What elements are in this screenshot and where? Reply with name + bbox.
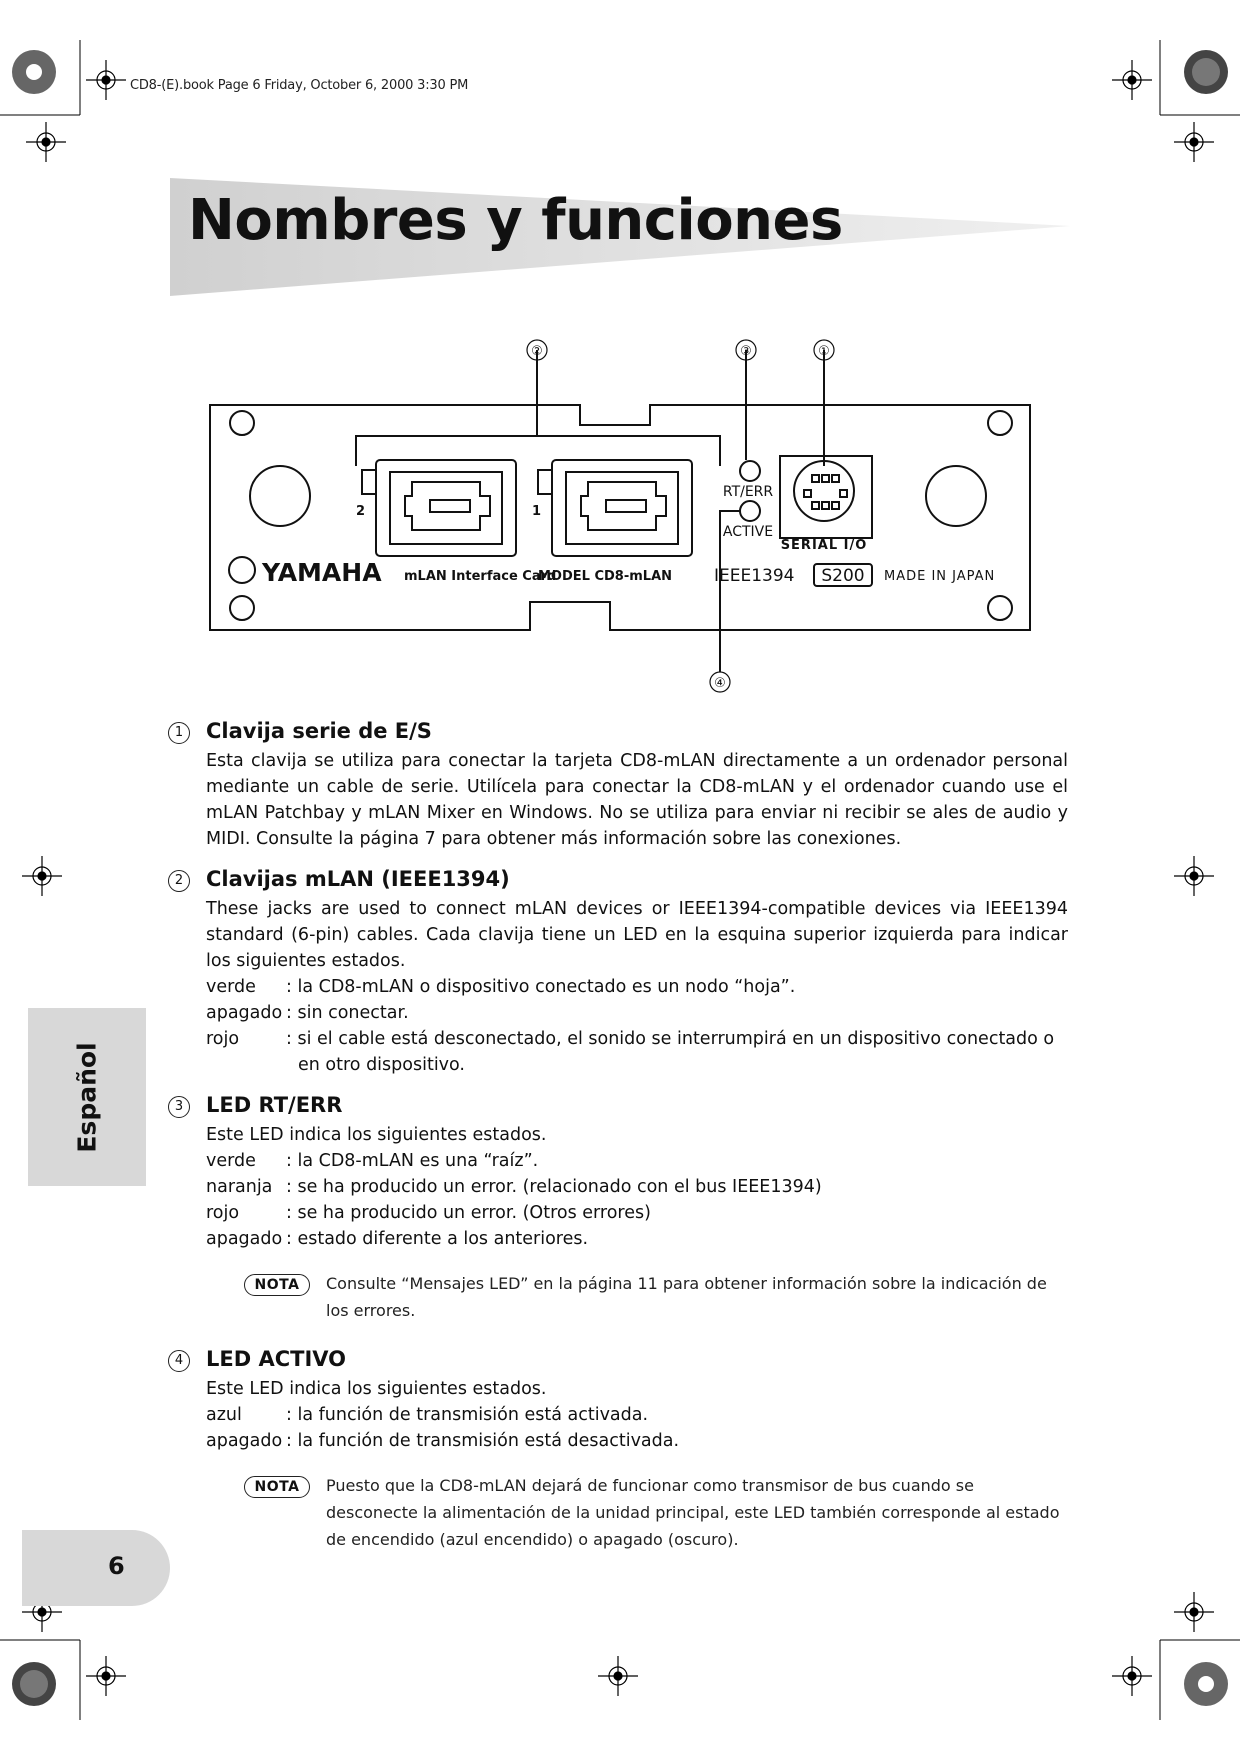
s200-label: S200 <box>821 566 865 586</box>
state-row <box>206 1226 1068 1252</box>
state-key: apagado <box>206 1431 283 1451</box>
note-active <box>206 1472 1068 1553</box>
section-title: Clavija serie de E/S <box>206 719 432 743</box>
state-value: : si el cable está desconectado, el sonido se interrumpirá en un dispositivo conectado o en otro dispositivo. <box>286 1029 1055 1075</box>
note-text: Consulte “Mensajes LED” en la página 11 para obtener información sobre la indicación de los errores. <box>326 1274 1047 1320</box>
language-label: Español <box>72 1041 102 1153</box>
state-row <box>206 1026 1068 1078</box>
state-value: : se ha producido un error. (relacionado con el bus IEEE1394) <box>286 1177 822 1197</box>
port-2-label: 2 <box>356 504 366 519</box>
state-key: verde <box>206 1151 256 1171</box>
card-name: mLAN Interface Card <box>404 569 557 584</box>
section-list <box>168 716 1068 1573</box>
section-body: Esta clavija se utiliza para conectar la tarjeta CD8-mLAN directamente a un ordenador personal mediante un cable de serie. Utilícela para conectar la CD8-mLAN y el ordenador cuando use el mLAN Patchbay y mLAN Mixer en Windows. No se utiliza para enviar ni recibir se ales de audio y MIDI. Consulte la página 7 para obtener más información sobre las conexiones. <box>206 751 1068 849</box>
state-key: verde <box>206 977 256 997</box>
active-label: ACTIVE <box>722 524 774 540</box>
made-in-label: MADE IN JAPAN <box>884 569 996 584</box>
state-value: : la CD8-mLAN o dispositivo conectado es un nodo “hoja”. <box>286 977 796 997</box>
section-title: LED ACTIVO <box>206 1347 347 1371</box>
state-key: rojo <box>206 1029 240 1049</box>
section-number: 2 <box>168 870 190 892</box>
callout-4: ④ <box>714 676 726 691</box>
section-number: 4 <box>168 1350 190 1372</box>
port-1-label: 1 <box>532 504 542 519</box>
section-title: Clavijas mLAN (IEEE1394) <box>206 867 510 891</box>
note-badge: NOTA <box>244 1274 310 1296</box>
state-row <box>206 1428 1068 1454</box>
rt-err-label: RT/ERR <box>722 484 774 500</box>
state-key: apagado <box>206 1229 283 1249</box>
section-number: 1 <box>168 722 190 744</box>
language-tab-label <box>28 1008 146 1186</box>
state-row <box>206 1402 1068 1428</box>
state-key: rojo <box>206 1203 240 1223</box>
note-text: Puesto que la CD8-mLAN dejará de funcionar como transmisor de bus cuando se desconecte la alimentación de la unidad principal, este LED también corresponde al estado de encendido (azul encendido) o apagado (oscuro). <box>326 1476 1060 1549</box>
state-value: : la función de transmisión está desactivada. <box>286 1431 680 1451</box>
page-title: Nombres y funciones <box>188 188 843 253</box>
state-key: apagado <box>206 1003 283 1023</box>
section-body: Este LED indica los siguientes estados. <box>206 1379 547 1399</box>
callout-2: ② <box>531 344 543 359</box>
brand-logo: YAMAHA <box>262 558 382 587</box>
section-mlan-jacks <box>168 864 1068 1078</box>
file-info-header: CD8-(E).book Page 6 Friday, October 6, 2000 3:30 PM <box>130 78 469 93</box>
panel-diagram <box>200 330 1040 700</box>
note-rt-err <box>206 1270 1068 1324</box>
state-row <box>206 1200 1068 1226</box>
callout-markers <box>527 340 834 692</box>
section-body: These jacks are used to connect mLAN devices or IEEE1394-compatible devices via IEEE1394 standard (6-pin) cables. Cada clavija tiene un LED en la esquina superior izquierda para indicar los siguientes estados. <box>206 899 1068 971</box>
serial-io-label: SERIAL I/O <box>780 538 868 553</box>
section-serial-port <box>168 716 1068 852</box>
section-active-led <box>168 1344 1068 1454</box>
section-body: Este LED indica los siguientes estados. <box>206 1125 547 1145</box>
state-value: : la función de transmisión está activada. <box>286 1405 649 1425</box>
state-value: : se ha producido un error. (Otros errores) <box>286 1203 651 1223</box>
state-row <box>206 1174 1068 1200</box>
model-name: MODEL CD8-mLAN <box>538 569 673 584</box>
state-row <box>206 1000 1068 1026</box>
state-row <box>206 974 1068 1000</box>
state-row <box>206 1148 1068 1174</box>
state-value: : la CD8-mLAN es una “raíz”. <box>286 1151 539 1171</box>
note-badge: NOTA <box>244 1476 310 1498</box>
state-value: : estado diferente a los anteriores. <box>286 1229 589 1249</box>
section-number: 3 <box>168 1096 190 1118</box>
callout-1: ① <box>818 344 830 359</box>
page-number-tab <box>22 1530 170 1606</box>
section-title: LED RT/ERR <box>206 1093 343 1117</box>
callout-3: ③ <box>740 344 752 359</box>
state-key: naranja <box>206 1177 273 1197</box>
ieee-label: IEEE1394 <box>714 566 795 586</box>
state-key: azul <box>206 1405 242 1425</box>
page-number: 6 <box>108 1552 125 1580</box>
state-value: : sin conectar. <box>286 1003 409 1023</box>
section-rt-err-led <box>168 1090 1068 1252</box>
